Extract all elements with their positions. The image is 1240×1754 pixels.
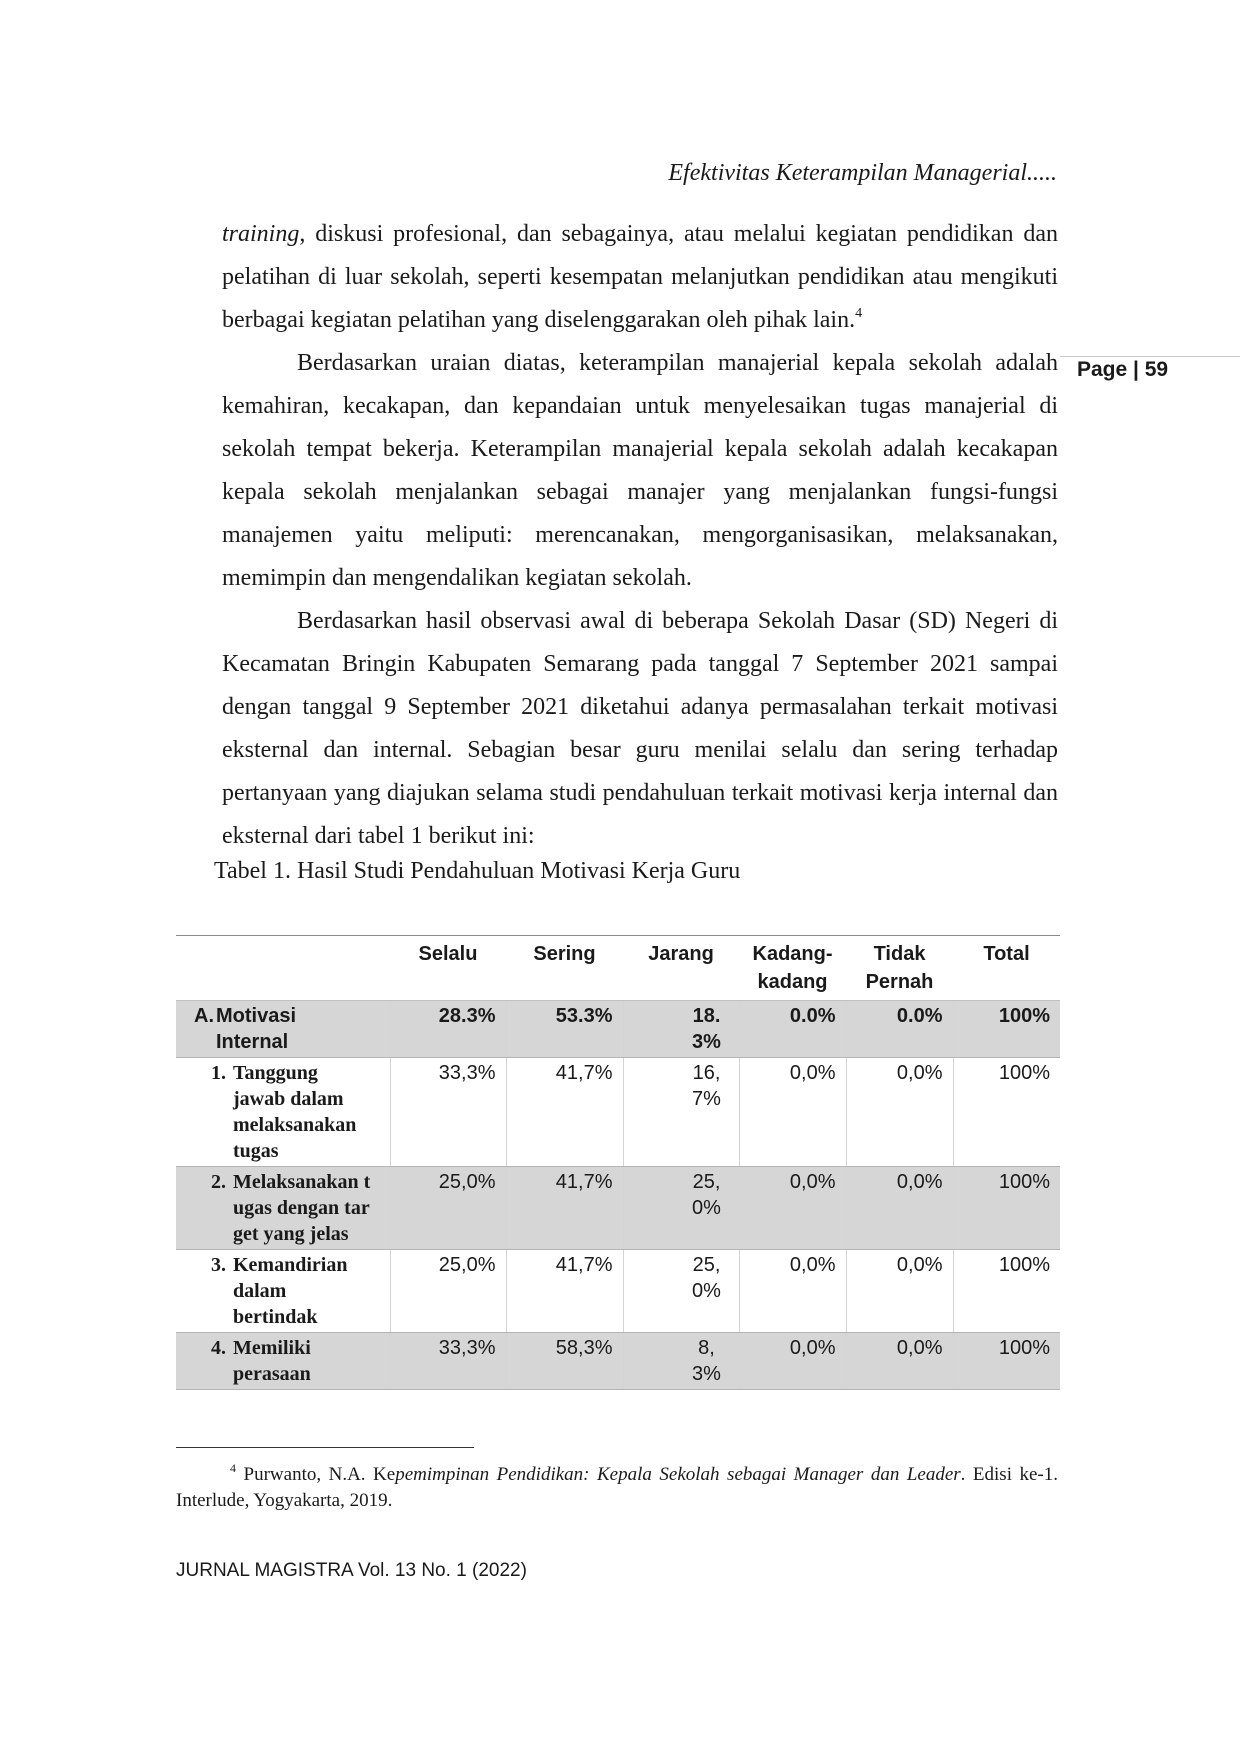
- table-cell: 41,7%: [506, 1058, 623, 1167]
- table-cell: 33,3%: [390, 1333, 506, 1390]
- page-number-rule: [1060, 356, 1240, 357]
- table-cell: 0,0%: [739, 1333, 846, 1390]
- table-cell: [623, 1333, 739, 1390]
- table-cell: 0,0%: [846, 1250, 953, 1333]
- paragraph-1: [222, 213, 1058, 342]
- table-row-number: 3.: [211, 1254, 226, 1276]
- table-cell: [623, 1001, 739, 1058]
- footnote-reference[interactable]: 4: [855, 306, 863, 321]
- table-row-label: [176, 1250, 390, 1333]
- table-cell: 0.0%: [739, 1001, 846, 1058]
- table-cell-value: 18.3%: [692, 1005, 721, 1053]
- table-row-text: Memiliki perasaan: [233, 1337, 311, 1385]
- running-head: Efektivitas Keterampilan Managerial.....: [668, 160, 1057, 186]
- table-row-label: [176, 1333, 390, 1390]
- table-cell: 33,3%: [390, 1058, 506, 1167]
- table-cell: 100%: [953, 1250, 1060, 1333]
- table-row-number: 4.: [211, 1337, 226, 1359]
- table-cell: 28.3%: [390, 1001, 506, 1058]
- table-cell: 25,0%: [390, 1167, 506, 1250]
- table-header-cell: [176, 936, 390, 1001]
- table-cell: 58,3%: [506, 1333, 623, 1390]
- table-header-cell: Jarang: [623, 936, 739, 1001]
- footnote-divider: [176, 1447, 474, 1448]
- footnote-author: Purwanto, N.A. Ke: [243, 1464, 396, 1485]
- table-cell: 0,0%: [846, 1333, 953, 1390]
- journal-footer: JURNAL MAGISTRA Vol. 13 No. 1 (2022): [176, 1560, 527, 1581]
- footnote-title: pemimpinan Pendidikan: Kepala Sekolah sebagai Manager dan Leader: [395, 1464, 961, 1485]
- table-header-cell: Kadang-kadang: [739, 936, 846, 1001]
- table-section-row: [176, 1001, 1060, 1058]
- body-text: [222, 213, 1058, 858]
- table-cell: [623, 1250, 739, 1333]
- table-cell: 0.0%: [846, 1001, 953, 1058]
- table-cell: [623, 1167, 739, 1250]
- table-header-cell: Total: [953, 936, 1060, 1001]
- table-row: [176, 1250, 1060, 1333]
- table-row: [176, 1058, 1060, 1167]
- table-header-cell: Tidak Pernah: [846, 936, 953, 1001]
- paragraph-1-text: , diskusi profesional, dan sebagainya, atau melalui kegiatan pendidikan dan pelatihan di luar sekolah, seperti kesempatan melanjutkan pendidikan atau mengikuti berbagai kegiatan pelatihan yang diselenggarakan oleh pihak lain.: [222, 221, 1058, 333]
- motivation-table: [176, 935, 1060, 1390]
- table-row-label: [176, 1167, 390, 1250]
- table-cell: 41,7%: [506, 1250, 623, 1333]
- table-row: [176, 1167, 1060, 1250]
- table-cell-value: 25,0%: [692, 1171, 721, 1219]
- table-cell: 100%: [953, 1167, 1060, 1250]
- table-cell: 100%: [953, 1001, 1060, 1058]
- table-header-cell: Sering: [506, 936, 623, 1001]
- footnote: [176, 1462, 1058, 1514]
- table-cell: 0,0%: [846, 1167, 953, 1250]
- table-section-text: Motivasi Internal: [216, 1005, 297, 1053]
- table-cell: 0,0%: [739, 1058, 846, 1167]
- table-cell-value: 25,0%: [692, 1254, 721, 1302]
- paragraph-2: Berdasarkan uraian diatas, keterampilan manajerial kepala sekolah adalah kemahiran, kecakapan, dan kepandaian untuk menyelesaikan tugas manajerial di sekolah tempat bekerja. Keterampilan manajerial kepala sekolah adalah kecakapan kepala sekolah menjalankan sebagai manajer yang menjalankan fungsi-fungsi manajemen yaitu meliputi: merencanakan, mengorganisasikan, melaksanakan, memimpin dan mengendalikan kegiatan sekolah.: [222, 350, 1058, 591]
- table-cell: 100%: [953, 1058, 1060, 1167]
- footnote-rest: . Edisi ke-1. Interlude, Yogyakarta, 2019.: [176, 1464, 1058, 1511]
- table-row-number: 1.: [211, 1062, 226, 1084]
- table-row-label: [176, 1058, 390, 1167]
- table-cell-value: 8,3%: [692, 1337, 721, 1385]
- table-cell: 41,7%: [506, 1167, 623, 1250]
- table-cell: 0,0%: [739, 1250, 846, 1333]
- table-caption: Tabel 1. Hasil Studi Pendahuluan Motivasi Kerja Guru: [214, 858, 741, 884]
- table-header-cell: Selalu: [390, 936, 506, 1001]
- table-section-label: [176, 1001, 390, 1058]
- table-header-row: [176, 936, 1060, 1001]
- table-cell: [623, 1058, 739, 1167]
- table-cell: 0,0%: [739, 1167, 846, 1250]
- footnote-number: 4: [230, 1461, 236, 1475]
- table-cell-value: 16,7%: [692, 1062, 721, 1110]
- table-row-text: Tanggung jawab dalam melaksanakan tugas: [233, 1062, 357, 1162]
- paragraph-3: Berdasarkan hasil observasi awal di beberapa Sekolah Dasar (SD) Negeri di Kecamatan Bringin Kabupaten Semarang pada tanggal 7 September 2021 sampai dengan tanggal 9 September 2021 diketahui adanya permasalahan terkait motivasi eksternal dan internal. Sebagian besar guru menilai selalu dan sering terhadap pertanyaan yang diajukan selama studi pendahuluan terkait motivasi kerja internal dan eksternal dari tabel 1 berikut ini:: [222, 608, 1058, 849]
- table-cell: 0,0%: [846, 1058, 953, 1167]
- table-row: [176, 1333, 1060, 1390]
- table-row-number: 2.: [211, 1171, 226, 1193]
- table-row-text: Melaksanakan tugas dengan target yang jelas: [233, 1171, 371, 1245]
- table-cell: 53.3%: [506, 1001, 623, 1058]
- paragraph-1-italic: training: [222, 221, 300, 247]
- table-cell: 100%: [953, 1333, 1060, 1390]
- table-cell: 25,0%: [390, 1250, 506, 1333]
- table-row-text: Kemandirian dalam bertindak: [233, 1254, 348, 1328]
- page-number: Page | 59: [1077, 358, 1169, 381]
- table-section-letter: A.: [194, 1005, 214, 1027]
